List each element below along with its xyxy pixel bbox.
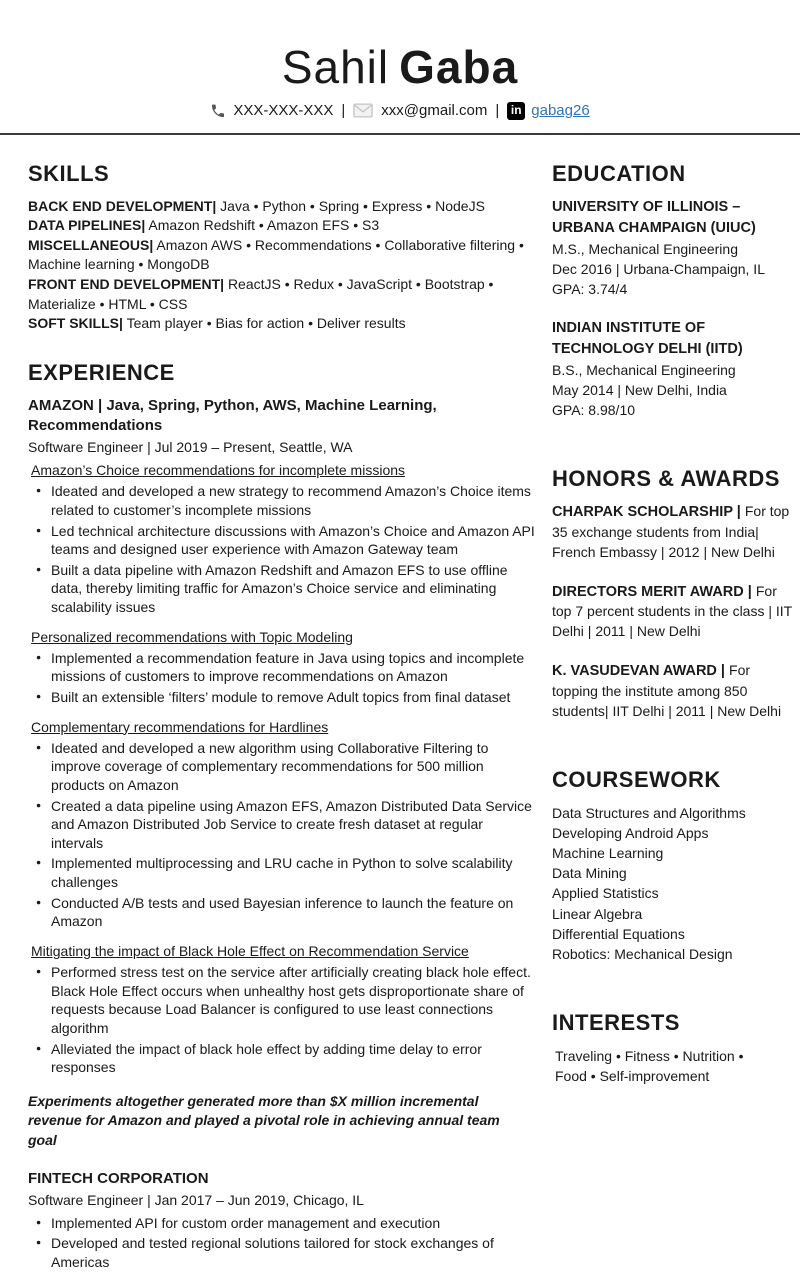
skill-line xyxy=(28,197,536,217)
award-description: For top 35 exchange students from India| French Embassy | 2012 | New Delhi xyxy=(552,503,790,560)
envelope-icon xyxy=(353,103,373,118)
resume-body xyxy=(0,135,800,1273)
coursework-list xyxy=(552,803,792,963)
skill-line xyxy=(28,275,536,314)
honors-section-title: HONORS & AWARDS xyxy=(552,466,780,492)
course-item: Robotics: Mechanical Design xyxy=(552,945,733,962)
skill-pipe: | xyxy=(149,236,154,253)
school-name: UNIVERSITY OF ILLINOIS – URBANA CHAMPAIGN (UIUC) xyxy=(552,198,756,236)
education-entry xyxy=(552,318,792,421)
skill-pipe: | xyxy=(141,217,146,234)
contact-separator: | xyxy=(495,102,500,120)
project-bullets xyxy=(28,739,536,931)
skill-line xyxy=(28,216,536,236)
bullet-item: ● Built a data pipeline with Amazon Redshift and Amazon EFS to use offline data, thereby limiting traffic for Amazon’s Choice service and eliminating scalability issues xyxy=(51,561,536,617)
skill-pipe: | xyxy=(119,315,123,332)
award-name: K. VASUDEVAN AWARD xyxy=(552,663,717,680)
phone-icon xyxy=(210,103,226,119)
linkedin-link[interactable]: gabag26 xyxy=(531,102,590,120)
right-column xyxy=(552,135,792,1273)
skill-category: MISCELLANEOUS xyxy=(28,236,150,253)
award-separator: | xyxy=(732,504,745,521)
project-bullets xyxy=(28,482,536,616)
skill-line xyxy=(28,236,536,275)
honor-entry xyxy=(552,661,792,721)
course-item: Developing Android Apps xyxy=(552,825,709,842)
course-item: Data Mining xyxy=(552,865,627,882)
award-separator: | xyxy=(716,663,730,680)
bullet-item: ● Ideated and developed a new strategy to recommend Amazon’s Choice items related to customer’s incomplete missions xyxy=(51,482,536,519)
award-name: DIRECTORS MERIT AWARD xyxy=(552,583,744,600)
skill-category: BACK END DEVELOPMENT xyxy=(28,197,213,214)
date-location: May 2014 | New Delhi, India xyxy=(552,381,727,398)
bullet-item: ● Developed and tested regional solutions tailored for stock exchanges of Americas xyxy=(51,1234,536,1271)
bullet-item: ● Created a data pipeline using Amazon EFS, Amazon Distributed Data Service and Amazon Distributed Job Service to create fresh dataset at regular intervals xyxy=(51,797,536,853)
coursework-section-title: COURSEWORK xyxy=(552,767,721,793)
company-header-amazon: AMAZON | Java, Spring, Python, AWS, Machine Learning, Recommendations xyxy=(28,396,437,434)
project-heading: Complementary recommendations for Hardlines xyxy=(31,718,329,735)
bullet-item: ● Implemented multiprocessing and LRU cache in Python to solve scalability challenges xyxy=(51,854,536,891)
skill-line xyxy=(28,314,536,334)
honor-entry xyxy=(552,582,792,642)
bullet-item: ● Conducted A/B tests and used Bayesian inference to launch the feature on Amazon xyxy=(51,894,536,931)
bullet-item: ● Alleviated the impact of black hole effect by adding time delay to error responses xyxy=(51,1040,536,1077)
company-header-fintech: FINTECH CORPORATION xyxy=(28,1169,209,1187)
skill-values: Team player • Bias for action • Deliver results xyxy=(126,315,406,332)
award-description: For topping the institute among 850 students| IIT Delhi | 2011 | New Delhi xyxy=(552,662,782,719)
interests-list: Traveling • Fitness • Nutrition • Food • Self-improvement xyxy=(555,1047,744,1084)
date-location: Dec 2016 | Urbana-Champaign, IL xyxy=(552,260,765,277)
skills-section-title: SKILLS xyxy=(28,160,110,186)
bullet-item: ● Led technical architecture discussions with Amazon’s Choice and Amazon API teams and designed user experience with Amazon Gateway team xyxy=(51,522,536,559)
project-block xyxy=(28,461,536,616)
linkedin-icon: in xyxy=(507,102,525,120)
bullet-item: ● Built an extensible ‘filters’ module to remove Adult topics from final dataset xyxy=(51,688,536,707)
left-column xyxy=(28,135,536,1273)
project-block xyxy=(28,628,536,707)
degree: B.S., Mechanical Engineering xyxy=(552,361,736,378)
course-item: Applied Statistics xyxy=(552,885,659,902)
project-block xyxy=(28,942,536,1077)
resume-header xyxy=(0,0,800,135)
skill-values: Java • Python • Spring • Express • NodeJS xyxy=(220,197,485,214)
skill-values: Amazon Redshift • Amazon EFS • S3 xyxy=(148,217,380,234)
degree: M.S., Mechanical Engineering xyxy=(552,240,738,257)
school-name: INDIAN INSTITUTE OF TECHNOLOGY DELHI (IITD) xyxy=(552,319,743,357)
skill-category: DATA PIPELINES xyxy=(28,217,142,234)
skill-pipe: | xyxy=(220,275,225,292)
bullet-item: ● Implemented API for custom order management and execution xyxy=(51,1214,536,1233)
course-item: Differential Equations xyxy=(552,925,685,942)
project-heading: Personalized recommendations with Topic Modeling xyxy=(31,628,353,645)
project-bullets xyxy=(28,649,536,707)
role-line-amazon: Software Engineer | Jul 2019 – Present, Seattle, WA xyxy=(28,439,353,456)
role-line-fintech: Software Engineer | Jan 2017 – Jun 2019, Chicago, IL xyxy=(28,1191,364,1208)
award-name: CHARPAK SCHOLARSHIP xyxy=(552,504,733,521)
course-item: Data Structures and Algorithms xyxy=(552,805,746,822)
interests-section-title: INTERESTS xyxy=(552,1009,680,1035)
skill-values: ReactJS • Redux • JavaScript • Bootstrap • Materialize • HTML • CSS xyxy=(28,275,494,312)
first-name: Sahil xyxy=(281,41,390,93)
impact-statement: Experiments altogether generated more than $X million incremental revenue for Amazon and played a pivotal role in achieving annual team goal xyxy=(28,1092,500,1148)
course-item: Linear Algebra xyxy=(552,905,643,922)
last-name: Gaba xyxy=(399,41,519,93)
project-bullets xyxy=(28,963,536,1077)
education-entry xyxy=(552,197,792,300)
skill-category: SOFT SKILLS xyxy=(28,315,119,332)
award-description: For top 7 percent students in the class | IIT Delhi | 2011 | New Delhi xyxy=(552,582,792,640)
gpa: GPA: 3.74/4 xyxy=(552,281,628,298)
project-heading: Amazon’s Choice recommendations for incomplete missions xyxy=(31,462,406,479)
page-title xyxy=(0,42,800,93)
course-item: Machine Learning xyxy=(552,845,664,862)
bullet-item: ● Implemented a recommendation feature in Java using topics and incomplete missions of customers to improve recommendations on Amazon xyxy=(51,649,536,686)
bullet-item: ● Ideated and developed a new algorithm using Collaborative Filtering to improve coverage of complementary recommendations for 500 million products on Amazon xyxy=(51,739,536,795)
fintech-bullets xyxy=(28,1214,536,1272)
skill-values: Amazon AWS • Recommendations • Collaborative filtering • Machine learning • MongoDB xyxy=(28,236,524,273)
experience-section-title: EXPERIENCE xyxy=(28,359,175,385)
skill-pipe: | xyxy=(212,197,217,214)
project-block xyxy=(28,718,536,931)
award-separator: | xyxy=(743,583,756,600)
project-heading: Mitigating the impact of Black Hole Effect on Recommendation Service xyxy=(31,942,469,959)
email-address: xxx@gmail.com xyxy=(381,102,488,120)
education-section-title: EDUCATION xyxy=(552,160,686,186)
contact-line xyxy=(0,102,800,120)
honor-entry xyxy=(552,502,792,562)
skills-list xyxy=(28,197,536,334)
skill-category: FRONT END DEVELOPMENT xyxy=(28,275,221,292)
contact-separator: | xyxy=(341,102,346,120)
gpa: GPA: 8.98/10 xyxy=(552,402,636,419)
phone-number: XXX-XXX-XXX xyxy=(233,102,334,120)
bullet-item: ● Performed stress test on the service after artificially creating black hole effect. Black Hole Effect occurs when unhealthy host gets disproportionate share of requests because Load Balancer is configured to use least connections algorithm xyxy=(51,963,536,1037)
